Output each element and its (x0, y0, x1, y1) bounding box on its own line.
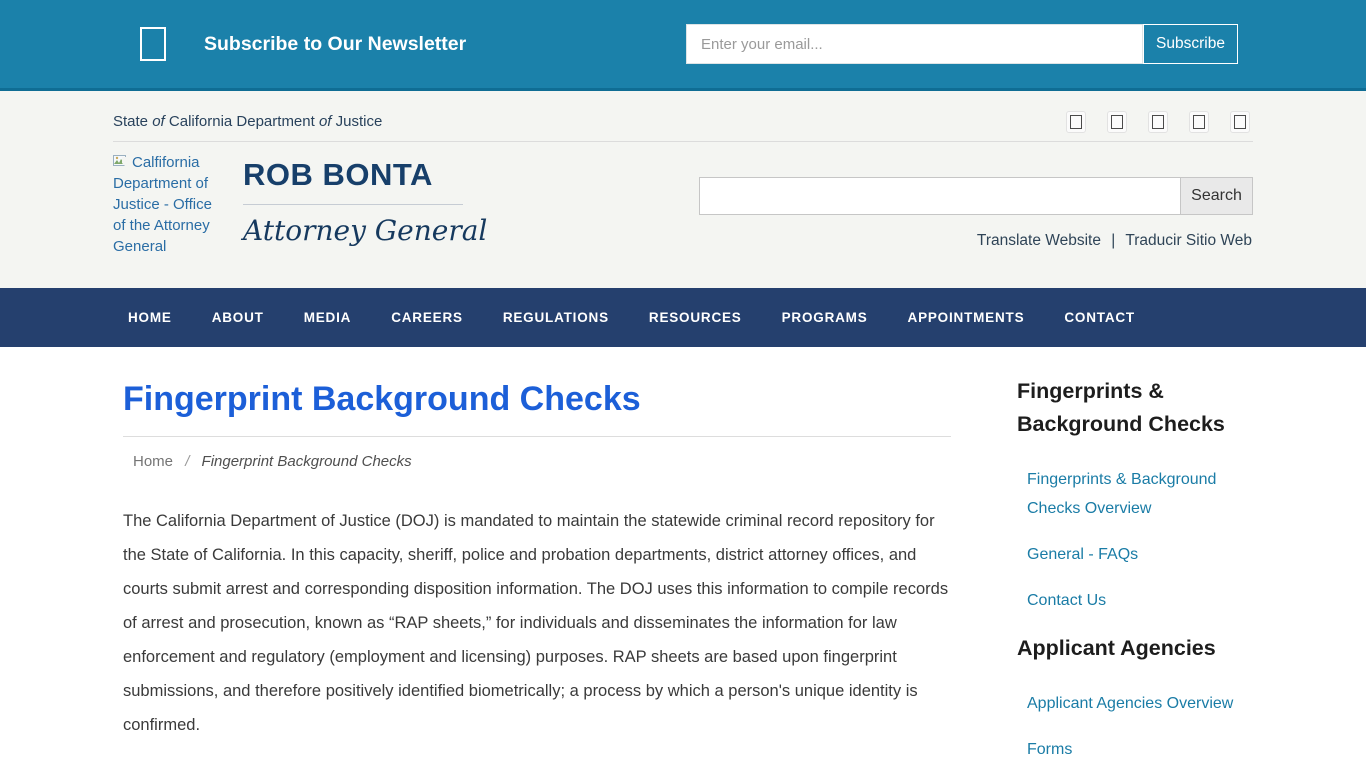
name-title-divider (243, 204, 463, 205)
missing-glyph-icon (1193, 115, 1205, 129)
doj-logo-broken-image[interactable] (113, 152, 218, 257)
missing-glyph-icon (1070, 115, 1082, 129)
content-area (0, 347, 1366, 768)
nav-item-contact[interactable]: CONTACT (1064, 310, 1135, 325)
sidebar-link-contact-us[interactable]: Contact Us (1027, 592, 1107, 609)
title-divider (123, 436, 951, 437)
translate-website-link[interactable]: Translate Website (976, 232, 1101, 249)
site-header (0, 91, 1366, 288)
newsletter-heading: Subscribe to Our Newsletter (204, 33, 467, 55)
newsletter-icon-placeholder (140, 27, 166, 61)
sidebar-link-forms[interactable]: Forms (1027, 741, 1073, 758)
social-icon-placeholder-4[interactable] (1189, 111, 1209, 133)
search-input[interactable] (699, 177, 1181, 215)
nav-item-programs[interactable]: PROGRAMS (781, 310, 868, 325)
sidebar (1017, 347, 1255, 768)
sidebar-link-applicant-overview[interactable]: Applicant Agencies Overview (1027, 695, 1234, 712)
newsletter-email-input[interactable] (686, 24, 1143, 64)
breadcrumb-separator: / (185, 453, 190, 470)
breadcrumb-home-link[interactable]: Home (133, 453, 174, 470)
nav-item-regulations[interactable]: REGULATIONS (502, 310, 609, 325)
nav-item-about[interactable]: ABOUT (211, 310, 264, 325)
agency-text: California Department (168, 113, 315, 130)
social-icon-placeholder-3[interactable] (1148, 111, 1168, 133)
newsletter-form (686, 24, 1238, 64)
header-divider (113, 141, 1253, 142)
sidebar-link-fingerprints-overview[interactable]: Fingerprints & Background Checks Overview (1027, 471, 1217, 517)
nav-item-appointments[interactable]: APPOINTMENTS (907, 310, 1025, 325)
search-button[interactable]: Search (1180, 177, 1253, 215)
attorney-general-title: Attorney General (243, 214, 488, 247)
sidebar-section-applicant-links (1017, 689, 1255, 764)
attorney-general-name: ROB BONTA (243, 157, 433, 192)
site-search (699, 177, 1253, 215)
intro-paragraph: The California Department of Justice (DOJ) is mandated to maintain the statewide criminal record repository for the State of California. In this capacity, sheriff, police and probation departments, district attorney offices, and courts submit arrest and corresponding disposition information. The DOJ uses this information to compile records of arrest and prosecution, known as “RAP sheets,” for individuals and disseminates the information for law enforcement and regulatory (employment and licensing) purposes. RAP sheets are based upon fingerprint submissions, and therefore positively identified biometrically; a process by which a person's unique identity is confirmed. (123, 512, 949, 734)
page-title: Fingerprint Background Checks (123, 380, 641, 418)
social-icon-placeholder-5[interactable] (1230, 111, 1250, 133)
traducir-sitio-link[interactable]: Traducir Sitio Web (1125, 232, 1252, 249)
missing-glyph-icon (1152, 115, 1164, 129)
translate-separator: | (1111, 232, 1116, 249)
sidebar-heading-applicant-agencies: Applicant Agencies (1017, 636, 1216, 660)
sidebar-section-fingerprints-links (1017, 465, 1255, 615)
breadcrumb-current: Fingerprint Background Checks (201, 453, 412, 470)
nav-item-home[interactable]: HOME (128, 310, 172, 325)
sidebar-link-general-faqs[interactable]: General - FAQs (1027, 546, 1139, 563)
sidebar-heading-fingerprints: Fingerprints & Background Checks (1017, 379, 1225, 436)
agency-text-of: of (152, 113, 165, 130)
logo-alt-text: Calfifornia Department of Justice - Office of the Attorney General (113, 154, 212, 255)
attorney-general-lockup (243, 157, 487, 247)
social-icon-placeholder-1[interactable] (1066, 111, 1086, 133)
broken-image-icon (113, 155, 129, 168)
article (123, 347, 951, 742)
social-links (1066, 111, 1250, 133)
agency-text-of: of (318, 113, 332, 130)
main-nav (0, 288, 1366, 347)
newsletter-bar (0, 0, 1366, 91)
agency-text: State (113, 113, 149, 130)
agency-text: Justice (335, 113, 383, 130)
translate-links (977, 232, 1252, 250)
nav-item-resources[interactable]: RESOURCES (648, 310, 742, 325)
social-icon-placeholder-2[interactable] (1107, 111, 1127, 133)
agency-tagline (113, 113, 382, 130)
missing-glyph-icon (1111, 115, 1123, 129)
breadcrumb (133, 453, 951, 470)
subscribe-button[interactable]: Subscribe (1143, 24, 1238, 64)
nav-item-careers[interactable]: CAREERS (391, 310, 463, 325)
nav-item-media[interactable]: MEDIA (303, 310, 352, 325)
missing-glyph-icon (1234, 115, 1246, 129)
